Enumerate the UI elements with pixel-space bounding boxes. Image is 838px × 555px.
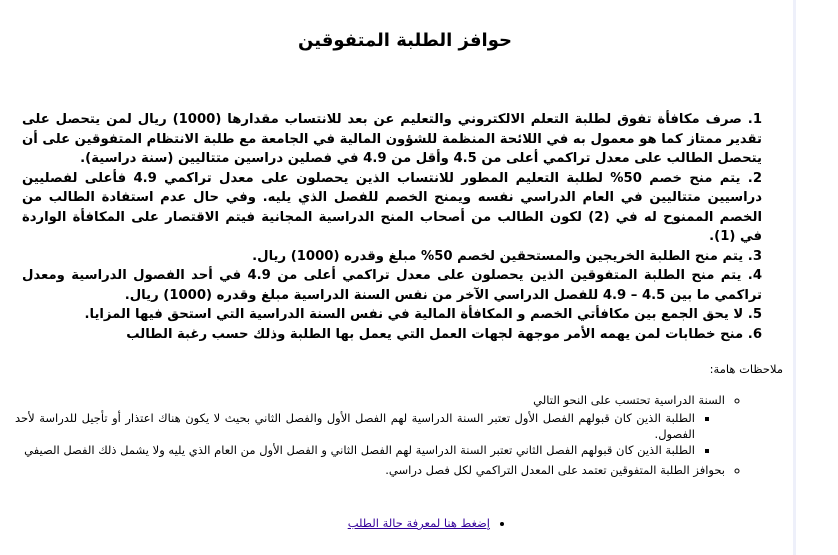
item-text: منح خطابات لمن يهمه الأمر موجهة لجهات العمل التي يعمل بها الطلبة وذلك حسب رغبة الطالب: [126, 326, 744, 342]
item-number: 1.: [747, 112, 762, 127]
list-item: [22, 169, 762, 247]
note-year-rule: السنة الدراسية تحتسب على النحو التالي: [533, 393, 725, 407]
item-text: يتم منح خصم 50% لطلبة التعليم المطور للانتساب الذين يحصلون على معدل تراكمي 4.9 فأعلى لفصليين دراسيين متتاليين في العام الدراسي نفسه ويمنح الخصم للفصل الذي يليه. وفي حال عدم استفادة الطالب من الخصم الممنوح له في (2) لكون الطالب من أصحاب المنح الدراسية المجانية فيتم الاقتصار على المكافأة الواردة في (1).: [22, 170, 762, 244]
request-status-link[interactable]: إضغط هنا لمعرفة حالة الطلب: [347, 516, 490, 530]
link-list: [120, 516, 508, 530]
right-edge-rail: [793, 0, 796, 555]
link-item: [120, 516, 490, 530]
item-number: 4.: [747, 268, 762, 283]
item-text: يتم منح الطلبة المتفوقين الذين يحصلون على معدل تراكمي أعلى من 4.9 في أحد الفصول الدراسية ومعدل تراكمي ما بين 4.5 – 4.9 للفصل الدراسي الآخر من نفس السنة الدراسية مبلغ وقدره (1000) ريال.: [22, 268, 762, 303]
item-text: لا يحق الجمع بين مكافأتي الخصم و المكافأة المالية في نفس السنة الدراسية التي استحق فيها المزايا.: [84, 307, 744, 322]
page-title: حوافز الطلبة المتفوقين: [298, 30, 512, 51]
item-number: 3.: [747, 248, 762, 264]
notes-list: [15, 392, 743, 482]
item-number: 2.: [747, 170, 762, 186]
note-item: [15, 392, 725, 458]
note-subitem: ▪ الطلبة الذين كان قبولهم الفصل الأول تعتبر السنة الدراسية لهم الفصل الأول والفصل الثاني بحيث لا يكون هناك اعتذار أو تأجيل للدراسة لأحد الفصول.: [15, 410, 695, 442]
list-item: [22, 305, 762, 325]
note-item: [15, 462, 725, 478]
list-item: [22, 247, 762, 267]
item-number: 6.: [747, 326, 762, 342]
list-item: [22, 266, 762, 305]
note-gpa-rule: بحوافز الطلبة المتفوقين تعتمد على المعدل التراكمي لكل فصل دراسي.: [385, 463, 725, 477]
list-item: [22, 325, 762, 345]
note-sublist: [15, 410, 725, 458]
item-text: يتم منح الطلبة الخريجين والمستحقين لخصم 50% مبلغ وقدره (1000) ريال.: [252, 248, 744, 264]
note-subitem: ▪ الطلبة الذين كان قبولهم الفصل الثاني تعتبر السنة الدراسية لهم الفصل الثاني و الفصل الأول من العام الذي يليه ولا يشمل ذلك الفصل الصيفي: [15, 442, 695, 458]
item-text: صرف مكافأة تفوق لطلبة التعلم الالكتروني والتعليم عن بعد للانتساب مقدارها (1000) ريال لمن يتحصل على تقدير ممتاز كما هو معمول به في اللائحة المنظمة للشؤون المالية في الجامعة مع طلبة الانتظام المتفوقين على أن يتحصل الطالب على معدل تراكمي أعلى من 4.5 وأقل من 4.9 في فصلين دراسين متتاليين (سنة دراسية).: [21, 112, 762, 166]
notes-heading: ملاحظات هامة:: [709, 362, 783, 376]
item-number: 5.: [747, 307, 762, 322]
incentives-list: [22, 110, 774, 344]
list-item: [22, 110, 762, 169]
